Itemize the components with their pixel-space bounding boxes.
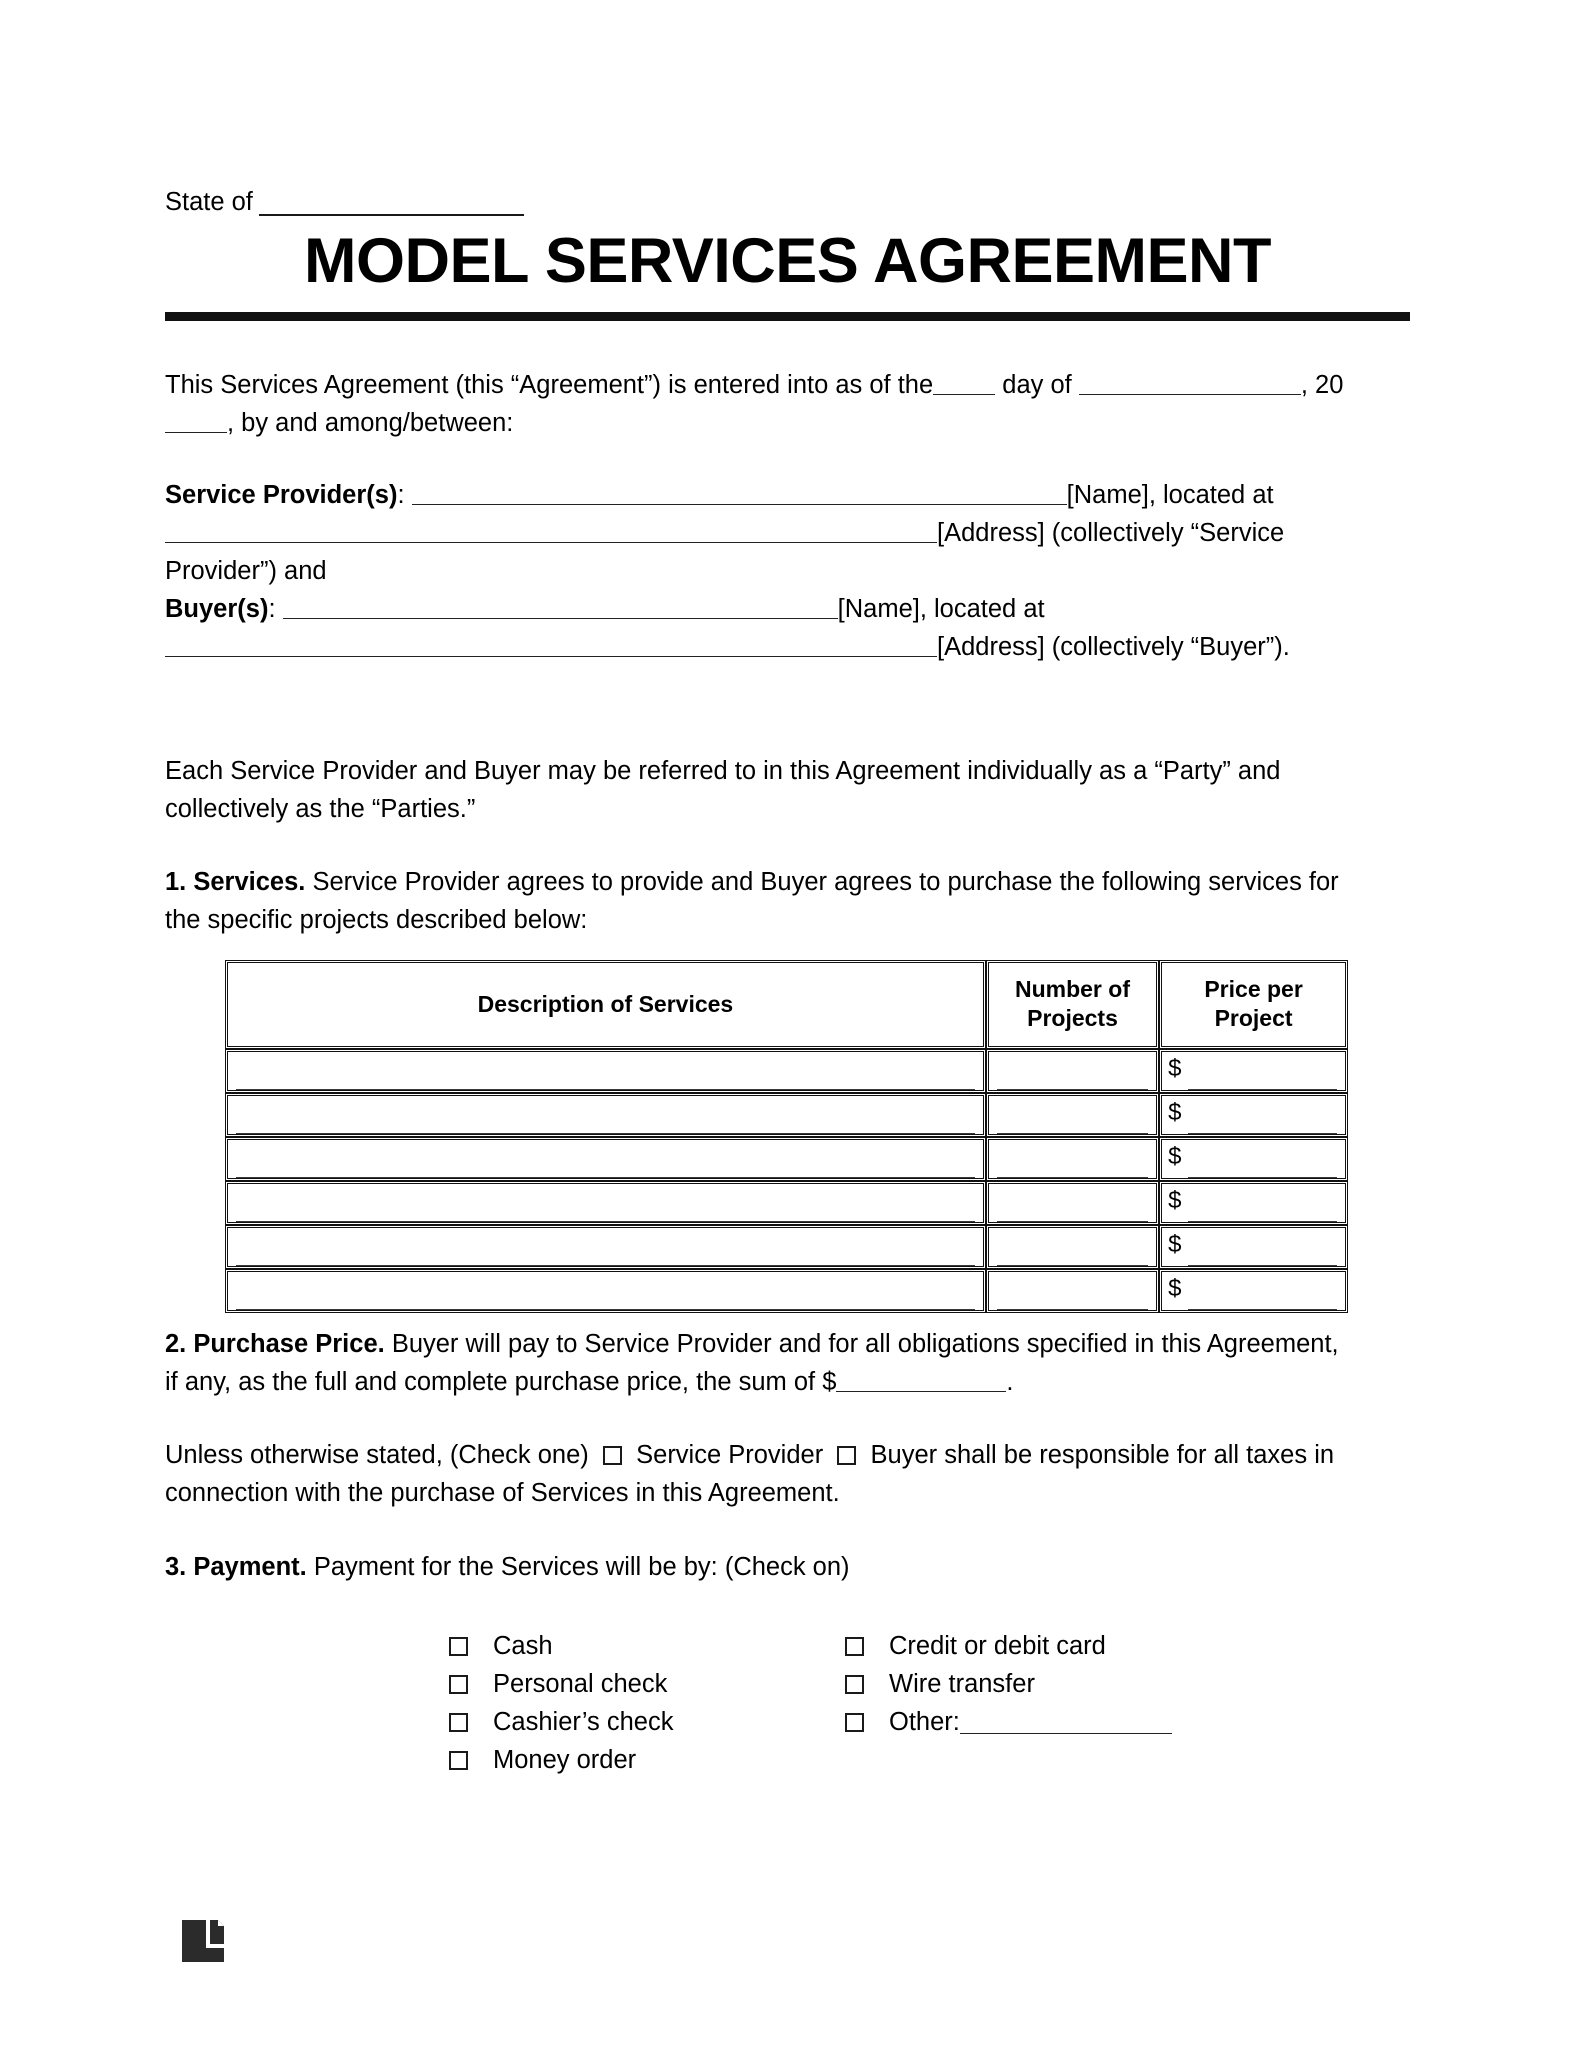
section-purchase-price-period: . — [1006, 1368, 1014, 1396]
service-provider-address-tag: [Address] (collectively “Service — [937, 519, 1285, 547]
cell-description[interactable] — [225, 1225, 986, 1269]
section-payment-body: Payment for the Services will be by: (Check on) — [313, 1553, 850, 1581]
taxes-closing-text: in connection with the purchase of Services in this Agreement. — [165, 1441, 1335, 1507]
table-row — [225, 1093, 1348, 1137]
currency-symbol: $ — [1168, 1099, 1182, 1126]
currency-symbol: $ — [1168, 1055, 1182, 1082]
intro-text-4: , by and among/between: — [227, 409, 514, 437]
payment-option-credit-or-debit-card[interactable] — [845, 1627, 1172, 1665]
description-write-line[interactable] — [236, 1055, 975, 1090]
cell-number-of-projects[interactable] — [986, 1181, 1159, 1225]
checkbox-taxes-buyer[interactable] — [837, 1446, 856, 1465]
table-header-row — [225, 960, 1348, 1049]
currency-symbol: $ — [1168, 1143, 1182, 1170]
price-write-line[interactable] — [1188, 1275, 1337, 1310]
section-payment-title: 3. Payment. — [165, 1553, 307, 1581]
description-write-line[interactable] — [236, 1275, 975, 1310]
payment-option-personal-check-label: Personal check — [493, 1670, 668, 1698]
column-header-number-of-projects — [986, 960, 1159, 1049]
description-write-line[interactable] — [236, 1231, 975, 1266]
payment-options-column-left — [449, 1627, 673, 1779]
price-write-line[interactable] — [1188, 1099, 1337, 1134]
buyer-address-tag: [Address] (collectively “Buyer”). — [937, 633, 1290, 661]
section-purchase-price-title: 2. Purchase Price. — [165, 1330, 385, 1358]
description-write-line[interactable] — [236, 1099, 975, 1134]
cell-price-per-project[interactable] — [1159, 1049, 1348, 1093]
payment-option-cashiers-check-label: Cashier’s check — [493, 1708, 674, 1736]
buyer-label: Buyer(s) — [165, 595, 269, 623]
checkbox-wire-transfer[interactable] — [845, 1675, 864, 1694]
cell-number-of-projects[interactable] — [986, 1225, 1159, 1269]
service-provider-block — [165, 476, 1347, 590]
section-payment — [165, 1548, 1347, 1586]
payment-option-money-order[interactable] — [449, 1741, 673, 1779]
payment-option-cash-label: Cash — [493, 1632, 553, 1660]
checkbox-other[interactable] — [845, 1713, 864, 1732]
legal-templates-logo-icon — [180, 1918, 226, 1964]
buyer-name-blank[interactable] — [283, 598, 838, 619]
header-num-line2: Projects — [1027, 1005, 1118, 1031]
header-num-line1: Number of — [1014, 976, 1130, 1002]
page-title: MODEL SERVICES AGREEMENT — [304, 226, 1271, 296]
payment-option-personal-check[interactable] — [449, 1665, 673, 1703]
table-row — [225, 1181, 1348, 1225]
currency-symbol: $ — [1168, 1187, 1182, 1214]
projects-write-line[interactable] — [997, 1143, 1148, 1178]
payment-option-money-order-label: Money order — [493, 1746, 637, 1774]
section-services — [165, 863, 1347, 939]
price-write-line[interactable] — [1188, 1231, 1337, 1266]
checkbox-cashiers-check[interactable] — [449, 1713, 468, 1732]
payment-option-other-label: Other: — [889, 1708, 960, 1736]
cell-description[interactable] — [225, 1181, 986, 1225]
price-write-line[interactable] — [1188, 1055, 1337, 1090]
buyer-block — [165, 590, 1347, 666]
payment-option-wire-transfer[interactable] — [845, 1665, 1172, 1703]
month-blank[interactable] — [1079, 374, 1301, 395]
other-payment-blank[interactable] — [960, 1713, 1172, 1734]
payment-option-wire-transfer-label: Wire transfer — [889, 1670, 1035, 1698]
checkbox-credit-or-debit-card[interactable] — [845, 1637, 864, 1656]
payment-options-column-right — [845, 1627, 1172, 1741]
services-table — [225, 960, 1348, 1313]
section-services-body: Service Provider agrees to provide and Buyer agrees to purchase the following services for the specific projects described below: — [165, 868, 1339, 934]
service-provider-name-blank[interactable] — [412, 484, 1067, 505]
title-divider — [165, 312, 1410, 321]
payment-option-cash[interactable] — [449, 1627, 673, 1665]
state-of-label: State of — [165, 188, 253, 216]
cell-description[interactable] — [225, 1093, 986, 1137]
checkbox-personal-check[interactable] — [449, 1675, 468, 1694]
column-header-description: Description of Services — [225, 960, 986, 1049]
table-row — [225, 1049, 1348, 1093]
intro-paragraph — [165, 366, 1347, 442]
service-provider-label: Service Provider(s) — [165, 481, 398, 509]
cell-price-per-project[interactable] — [1159, 1269, 1348, 1313]
payment-option-cashiers-check[interactable] — [449, 1703, 673, 1741]
projects-write-line[interactable] — [997, 1099, 1148, 1134]
cell-number-of-projects[interactable] — [986, 1137, 1159, 1181]
intro-text-2: day of — [1002, 371, 1072, 399]
section-services-title: 1. Services. — [165, 868, 306, 896]
projects-write-line[interactable] — [997, 1231, 1148, 1266]
year-blank[interactable] — [165, 412, 227, 433]
cell-description[interactable] — [225, 1049, 986, 1093]
price-write-line[interactable] — [1188, 1143, 1337, 1178]
purchase-sum-blank[interactable] — [836, 1371, 1006, 1392]
service-provider-address-blank[interactable] — [165, 522, 937, 543]
taxes-intro-text: Unless otherwise stated, (Check one) — [165, 1441, 589, 1469]
cell-number-of-projects[interactable] — [986, 1269, 1159, 1313]
service-provider-name-tag: [Name], located at — [1066, 481, 1274, 509]
header-price-line1: Price per — [1204, 976, 1303, 1002]
projects-write-line[interactable] — [997, 1187, 1148, 1222]
price-write-line[interactable] — [1188, 1187, 1337, 1222]
service-provider-colon: : — [397, 481, 405, 509]
cell-number-of-projects[interactable] — [986, 1049, 1159, 1093]
cell-price-per-project[interactable] — [1159, 1137, 1348, 1181]
cell-price-per-project[interactable] — [1159, 1225, 1348, 1269]
state-of-blank[interactable] — [259, 194, 524, 216]
taxes-option-buyer-label: Buyer shall be responsible for all taxes — [870, 1441, 1308, 1469]
intro-text-3: , 20 — [1300, 371, 1344, 399]
checkbox-cash[interactable] — [449, 1637, 468, 1656]
intro-text-1: This Services Agreement (this “Agreement”) is entered into as of the — [165, 371, 934, 399]
payment-option-credit-or-debit-card-label: Credit or debit card — [889, 1632, 1106, 1660]
column-header-price-per-project — [1159, 960, 1348, 1049]
services-table-body — [225, 1049, 1348, 1313]
parties-paragraph: Each Service Provider and Buyer may be referred to in this Agreement individually as a “Party” and collectively as the “Parties.” — [165, 757, 1281, 823]
table-row — [225, 1225, 1348, 1269]
table-row — [225, 1137, 1348, 1181]
cell-description[interactable] — [225, 1269, 986, 1313]
day-blank[interactable] — [933, 374, 995, 395]
buyer-name-tag: [Name], located at — [837, 595, 1045, 623]
description-write-line[interactable] — [236, 1143, 975, 1178]
header-price-line2: Project — [1214, 1005, 1293, 1031]
buyer-colon: : — [268, 595, 276, 623]
projects-write-line[interactable] — [997, 1055, 1148, 1090]
currency-symbol: $ — [1168, 1275, 1182, 1302]
section-purchase-price — [165, 1325, 1347, 1401]
cell-price-per-project[interactable] — [1159, 1093, 1348, 1137]
currency-symbol: $ — [1168, 1231, 1182, 1258]
taxes-option-service-provider-label: Service Provider — [636, 1441, 824, 1469]
projects-write-line[interactable] — [997, 1275, 1148, 1310]
cell-number-of-projects[interactable] — [986, 1093, 1159, 1137]
service-provider-continuation: Provider”) and — [165, 557, 327, 585]
buyer-address-blank[interactable] — [165, 636, 937, 657]
state-of-line — [165, 190, 524, 216]
cell-price-per-project[interactable] — [1159, 1181, 1348, 1225]
checkbox-money-order[interactable] — [449, 1751, 468, 1770]
section-purchase-price-body: Buyer will pay to Service Provider and for all obligations specified in this Agreement, if any, as the full and complete purchase price, the sum of $ — [165, 1330, 1339, 1396]
cell-description[interactable] — [225, 1137, 986, 1181]
checkbox-taxes-service-provider[interactable] — [603, 1446, 622, 1465]
description-write-line[interactable] — [236, 1187, 975, 1222]
table-row — [225, 1269, 1348, 1313]
payment-option-other[interactable] — [845, 1703, 1172, 1741]
taxes-responsibility-paragraph — [165, 1436, 1347, 1512]
